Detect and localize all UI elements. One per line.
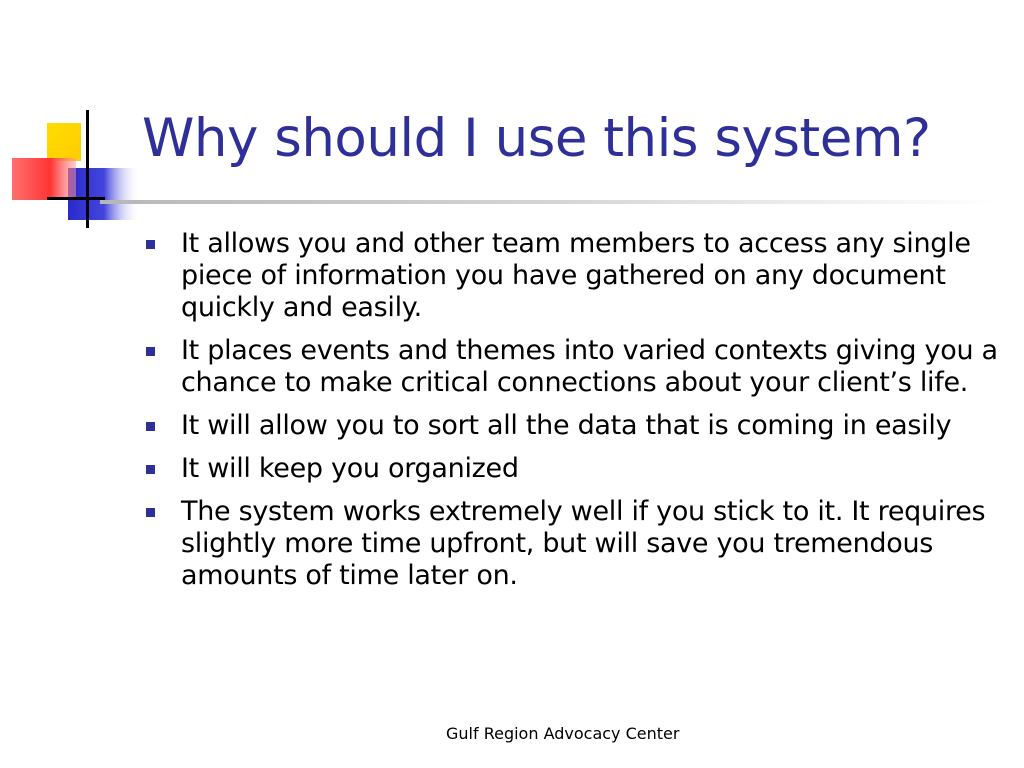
square-bullet-icon: [146, 240, 155, 249]
bullet-text: It will keep you organized: [181, 453, 519, 484]
bullet-text: It places events and themes into varied contexts giving you a chance to make critical connections about your client’s life.: [181, 335, 998, 398]
list-item: [146, 410, 1006, 442]
bullet-text: The system works extremely well if you stick to it. It requires slightly more time upfront, but will save you tremendous amounts of time later on.: [181, 496, 986, 591]
list-item: [146, 228, 1006, 324]
square-bullet-icon: [146, 422, 155, 431]
list-item: [146, 453, 1006, 485]
list-item: [146, 335, 1006, 399]
bullet-text: It will allow you to sort all the data that is coming in easily: [181, 410, 952, 441]
bullet-list: [146, 228, 1006, 603]
square-bullet-icon: [146, 508, 155, 517]
slide-title: Why should I use this system?: [142, 108, 931, 169]
list-item: [146, 496, 1006, 592]
title-divider: [100, 200, 1000, 204]
footer-text: Gulf Region Advocacy Center: [446, 724, 680, 743]
bullet-text: It allows you and other team members to access any single piece of information you have gathered on any document quickly and easily.: [181, 228, 971, 323]
logo-icon: [0, 0, 150, 240]
logo-graphic: [0, 0, 150, 240]
square-bullet-icon: [146, 465, 155, 474]
square-bullet-icon: [146, 347, 155, 356]
